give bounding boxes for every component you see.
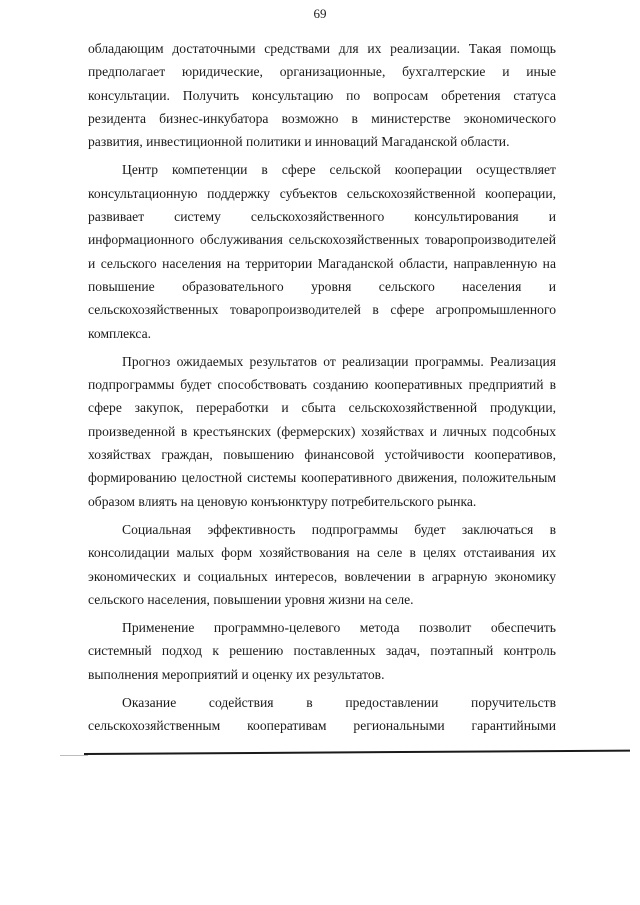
paragraph-expected-results: Прогноз ожидаемых результатов от реализации программы. Реализация подпрограммы будет способствовать созданию кооперативных предприятий в сфере закупок, переработки и сбыта сельскохозяйственной продукции, произведенной в крестьянских (фермерских) хозяйствах и личных подсобных хозяйствах граждан, повышению финансовой устойчивости кооперативов, формированию целостной системы кооперативного движения, положительным образом влиять на ценовую конъюнктуру потребительского рынка.: [88, 353, 556, 509]
scan-artifact-left: [60, 755, 88, 756]
paragraph-guarantee-assistance: Оказание содействия в предоставлении поручительств сельскохозяйственным кооперативам региональными гарантийными: [88, 695, 556, 734]
paragraph-business-incubator: обладающим достаточными средствами для их реализации. Такая помощь предполагает юридические, организационные, бухгалтерские и иные консультации. Получить консультацию по вопросам обретения статуса резидента бизнес-инкубатора возможно в министерстве экономического развития, инвестиционной политики и инноваций Магаданской области.: [88, 41, 556, 150]
document-body: [88, 37, 556, 738]
scan-divider-line: [84, 750, 630, 755]
paragraph-program-method: Применение программно-целевого метода позволит обеспечить системный подход к решению поставленных задач, поэтапный контроль выполнения мероприятий и оценку их результатов.: [88, 620, 556, 682]
paragraph-social-efficiency: Социальная эффективность подпрограммы будет заключаться в консолидации малых форм хозяйствования на селе в целях отстаивания их экономических и социальных интересов, вовлечении в аграрную экономику сельского населения, повышении уровня жизни на селе.: [88, 521, 556, 607]
page-number: 69: [313, 6, 327, 21]
paragraph-competence-center: Центр компетенции в сфере сельской кооперации осуществляет консультационную поддержку субъектов сельскохозяйственной кооперации, развивает систему сельскохозяйственного консультирования и информационного обслуживания сельскохозяйственных товаропроизводителей и сельского населения на территории Магаданской области, направленную на повышение образовательного уровня сельского населения и сельскохозяйственных товаропроизводителей в сфере агропромышленного комплекса.: [88, 162, 556, 341]
